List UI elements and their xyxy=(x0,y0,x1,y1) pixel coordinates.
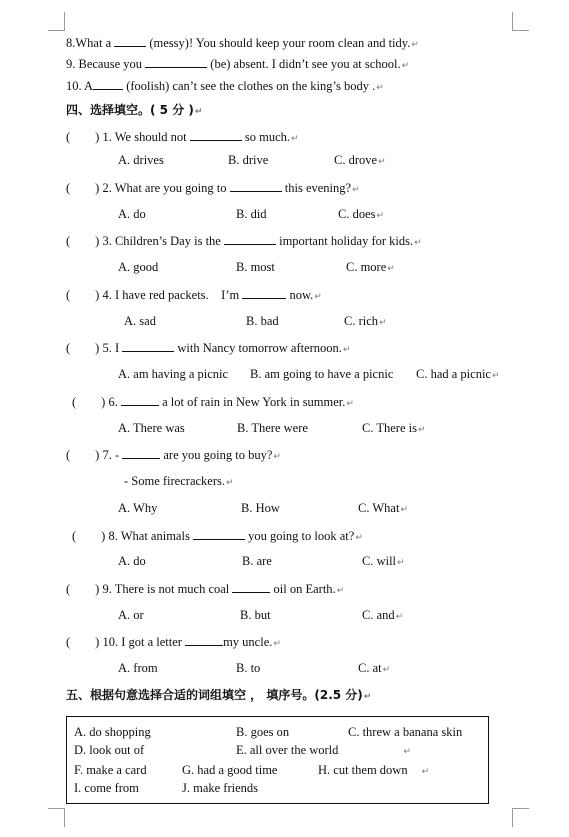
question-text-after: now. xyxy=(289,288,314,302)
phrase-f: F. make a card xyxy=(74,763,147,777)
corner-mark-bottom-left xyxy=(48,808,65,827)
answer-paren[interactable]: ( ) xyxy=(66,234,100,248)
option-a[interactable]: A. Why xyxy=(118,501,158,515)
option-c[interactable]: C. does↵ xyxy=(338,207,385,221)
question-6: ( ) 6. a lot of rain in New York in summer.↵ xyxy=(72,395,354,409)
question-number: 1. xyxy=(102,130,112,144)
option-a[interactable]: A. drives xyxy=(118,153,164,167)
section-4-heading: 四、选择填空。( 5 分 )↵ xyxy=(66,103,203,117)
question-text-before: What animals xyxy=(120,529,190,543)
corner-mark-bottom-right xyxy=(512,808,529,827)
question-number: 5. xyxy=(102,341,112,355)
option-b[interactable]: B. are xyxy=(242,554,272,568)
option-a[interactable]: A. do xyxy=(118,554,146,568)
question-text-after: my uncle. xyxy=(223,635,273,649)
question-number: 10. xyxy=(102,635,119,649)
question-7-reply: - Some firecrackers.↵ xyxy=(124,474,234,488)
question-text-after: with Nancy tomorrow afternoon. xyxy=(177,341,342,355)
answer-blank[interactable] xyxy=(121,394,159,406)
phrase-d: D. look out of xyxy=(74,743,145,757)
question-text-after: are you going to buy? xyxy=(163,448,273,462)
question-text-before: I have red packets. I’m xyxy=(114,288,240,302)
question-1: ( ) 1. We should not so much.↵ xyxy=(66,130,299,144)
option-a[interactable]: A. do xyxy=(118,207,146,221)
answer-blank[interactable] xyxy=(185,634,223,646)
question-number: 9. xyxy=(102,582,112,596)
phrase-c: C. threw a banana skin xyxy=(348,725,463,739)
corner-mark-top-left xyxy=(48,12,65,31)
phrase-g: G. had a good time xyxy=(182,763,278,777)
question-text-after: oil on Earth. xyxy=(273,582,336,596)
option-c[interactable]: C. will↵ xyxy=(362,554,405,568)
option-c[interactable]: C. drove↵ xyxy=(334,153,386,167)
answer-blank[interactable] xyxy=(224,233,276,245)
phrase-j: J. make friends xyxy=(182,781,259,795)
option-c[interactable]: C. What↵ xyxy=(358,501,408,515)
answer-paren[interactable]: ( ) xyxy=(66,288,100,302)
option-b[interactable]: B. How xyxy=(241,501,280,515)
fill-text-before: 8.What a xyxy=(66,36,112,50)
answer-blank[interactable] xyxy=(230,180,282,192)
question-5: ( ) 5. I with Nancy tomorrow afternoon.↵ xyxy=(66,341,351,355)
question-number: 6. xyxy=(108,395,118,409)
question-text-after: a lot of rain in New York in summer. xyxy=(162,395,346,409)
option-b[interactable]: B. am going to have a picnic xyxy=(250,367,394,381)
answer-blank[interactable] xyxy=(122,447,160,459)
answer-paren[interactable]: ( ) xyxy=(66,181,100,195)
answer-paren[interactable]: ( ) xyxy=(66,341,100,355)
phrase-i: I. come from xyxy=(74,781,139,795)
fill-text-before: 9. Because you xyxy=(66,57,143,71)
option-b[interactable]: B. bad xyxy=(246,314,279,328)
option-a[interactable]: A. There was xyxy=(118,421,185,435)
answer-paren[interactable]: ( ) xyxy=(72,395,106,409)
corner-mark-top-right xyxy=(512,12,529,31)
question-number: 8. xyxy=(108,529,118,543)
question-text-before: I xyxy=(114,341,120,355)
question-text-after: this evening? xyxy=(284,181,352,195)
fill-text-after: (messy)! You should keep your room clean and tidy. xyxy=(149,36,411,50)
option-b[interactable]: B. but xyxy=(240,608,271,622)
option-c[interactable]: C. and↵ xyxy=(362,608,404,622)
answer-blank[interactable] xyxy=(145,56,207,68)
question-4: ( ) 4. I have red packets. I’m now.↵ xyxy=(66,288,322,302)
question-number: 7. xyxy=(102,448,112,462)
question-9: ( ) 9. There is not much coal oil on Earth.↵ xyxy=(66,582,345,596)
question-text-after: important holiday for kids. xyxy=(279,234,414,248)
answer-blank[interactable] xyxy=(193,528,245,540)
question-2: ( ) 2. What are you going to this evening?↵ xyxy=(66,181,360,195)
question-text-before: Children’s Day is the xyxy=(114,234,221,248)
option-c[interactable]: C. There is↵ xyxy=(362,421,426,435)
answer-blank[interactable] xyxy=(232,581,270,593)
fill-text-after: (foolish) can’t see the clothes on the king’s body . xyxy=(126,79,376,93)
phrase-h: H. cut them down ↵ xyxy=(318,763,430,777)
option-b[interactable]: B. drive xyxy=(228,153,269,167)
section-5-heading: 五、根据句意选择合适的词组填空 ， 填序号。(2.5 分)↵ xyxy=(66,688,372,702)
answer-blank[interactable] xyxy=(242,287,286,299)
question-number: 4. xyxy=(102,288,112,302)
answer-paren[interactable]: ( ) xyxy=(72,529,106,543)
option-b[interactable]: B. There were xyxy=(237,421,308,435)
answer-paren[interactable]: ( ) xyxy=(66,448,100,462)
option-c[interactable]: C. had a picnic↵ xyxy=(416,367,500,381)
option-b[interactable]: B. to xyxy=(236,661,261,675)
question-text-before: I got a letter xyxy=(121,635,182,649)
fill-item-8: 8.What a (messy)! You should keep your room clean and tidy.↵ xyxy=(66,36,419,50)
fill-item-10: 10. A (foolish) can’t see the clothes on the king’s body .↵ xyxy=(66,79,384,93)
question-3: ( ) 3. Children’s Day is the important holiday for kids.↵ xyxy=(66,234,422,248)
question-number: 2. xyxy=(102,181,112,195)
phrase-b: B. goes on xyxy=(236,725,290,739)
question-number: 3. xyxy=(102,234,112,248)
answer-blank[interactable] xyxy=(122,340,174,352)
phrase-a: A. do shopping xyxy=(74,725,151,739)
option-c[interactable]: C. at↵ xyxy=(358,661,391,675)
option-a[interactable]: A. good xyxy=(118,260,159,274)
option-a[interactable]: A. or xyxy=(118,608,144,622)
answer-paren[interactable]: ( ) xyxy=(66,130,100,144)
question-7: ( ) 7. - are you going to buy?↵ xyxy=(66,448,281,462)
question-10: ( ) 10. I got a letter my uncle.↵ xyxy=(66,635,281,649)
answer-blank[interactable] xyxy=(93,78,123,90)
question-text-after: you going to look at? xyxy=(248,529,355,543)
question-text-before: - xyxy=(114,448,120,462)
answer-blank[interactable] xyxy=(190,129,242,141)
option-c[interactable]: C. more↵ xyxy=(346,260,395,274)
answer-blank[interactable] xyxy=(114,35,146,47)
option-c[interactable]: C. rich↵ xyxy=(344,314,387,328)
question-text-before: There is not much coal xyxy=(114,582,230,596)
fill-text-after: (be) absent. I didn’t see you at school. xyxy=(210,57,401,71)
answer-paren[interactable]: ( ) xyxy=(66,582,100,596)
phrase-e: E. all over the world ↵ xyxy=(236,743,411,757)
option-b[interactable]: B. did xyxy=(236,207,267,221)
option-a[interactable]: A. sad xyxy=(124,314,156,328)
option-a[interactable]: A. am having a picnic xyxy=(118,367,229,381)
fill-item-9: 9. Because you (be) absent. I didn’t see you at school.↵ xyxy=(66,57,410,71)
fill-text-before: 10. A xyxy=(66,79,94,93)
answer-paren[interactable]: ( ) xyxy=(66,635,100,649)
question-8: ( ) 8. What animals you going to look at?↵ xyxy=(72,529,363,543)
question-text-before: We should not xyxy=(114,130,187,144)
question-text-before: What are you going to xyxy=(114,181,227,195)
option-a[interactable]: A. from xyxy=(118,661,158,675)
question-text-after: so much. xyxy=(244,130,291,144)
option-b[interactable]: B. most xyxy=(236,260,275,274)
